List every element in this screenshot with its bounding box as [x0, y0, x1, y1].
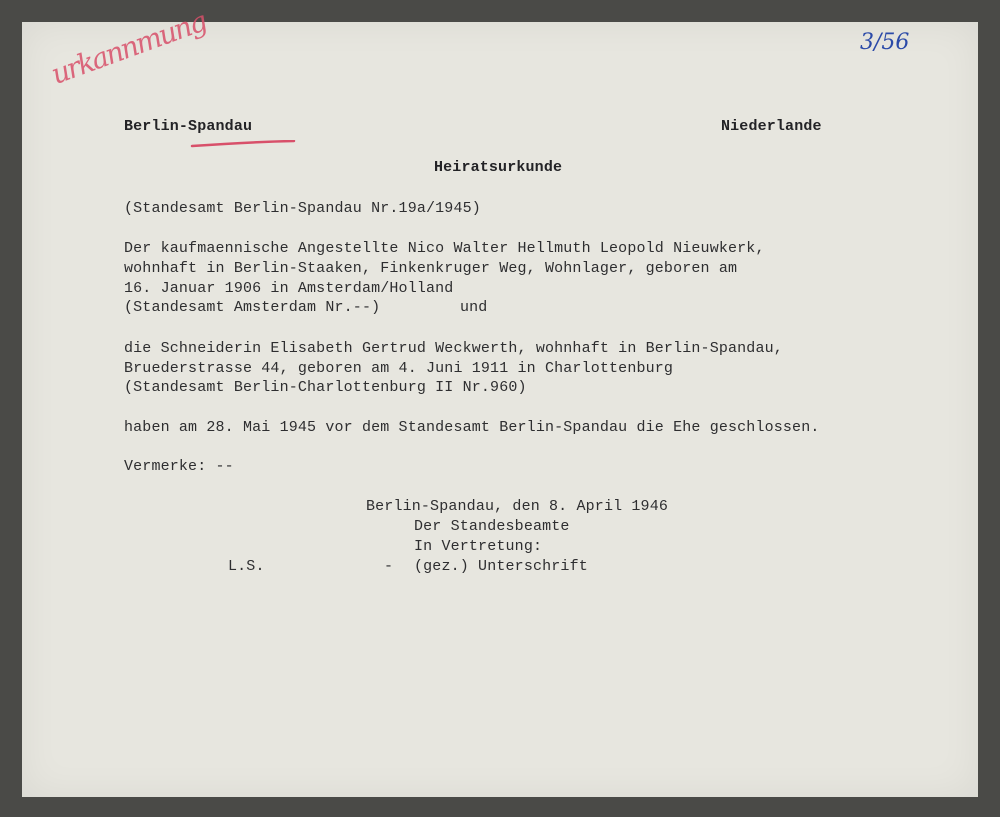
signature-signed: (gez.) Unterschrift — [414, 558, 588, 575]
signature-place-date: Berlin-Spandau, den 8. April 1946 — [366, 498, 668, 515]
document-title: Heiratsurkunde — [434, 159, 563, 176]
groom-line-1: Der kaufmaennische Angestellte Nico Walter Hellmuth Leopold Nieuwkerk, — [124, 240, 765, 257]
signature-dash: - — [384, 558, 394, 575]
header-country: Niederlande — [721, 118, 822, 135]
bride-line-3: (Standesamt Berlin-Charlottenburg II Nr.960) — [124, 379, 527, 396]
seal-ls: L.S. — [228, 558, 265, 575]
red-handwritten-note: urkannmung — [46, 4, 210, 92]
bride-line-2: Bruederstrasse 44, geboren am 4. Juni 1911 in Charlottenburg — [124, 360, 674, 377]
red-underline-mark — [190, 140, 296, 148]
bride-line-1: die Schneiderin Elisabeth Gertrud Weckwerth, wohnhaft in Berlin-Spandau, — [124, 340, 783, 357]
marriage-statement: haben am 28. Mai 1945 vor dem Standesamt Berlin-Spandau die Ehe geschlossen. — [124, 419, 820, 436]
header-place: Berlin-Spandau — [124, 118, 253, 135]
connector-und: und — [460, 299, 488, 316]
signature-deputy: In Vertretung: — [414, 538, 543, 555]
document-page — [22, 22, 978, 797]
remarks: Vermerke: -- — [124, 458, 234, 475]
groom-line-3: 16. Januar 1906 in Amsterdam/Holland — [124, 280, 454, 297]
signature-official: Der Standesbeamte — [414, 518, 570, 535]
registry-reference: (Standesamt Berlin-Spandau Nr.19a/1945) — [124, 200, 481, 217]
page-number: 3/56 — [860, 30, 910, 55]
groom-line-4: (Standesamt Amsterdam Nr.--) — [124, 299, 381, 316]
groom-line-2: wohnhaft in Berlin-Staaken, Finkenkruger Weg, Wohnlager, geboren am — [124, 260, 738, 277]
